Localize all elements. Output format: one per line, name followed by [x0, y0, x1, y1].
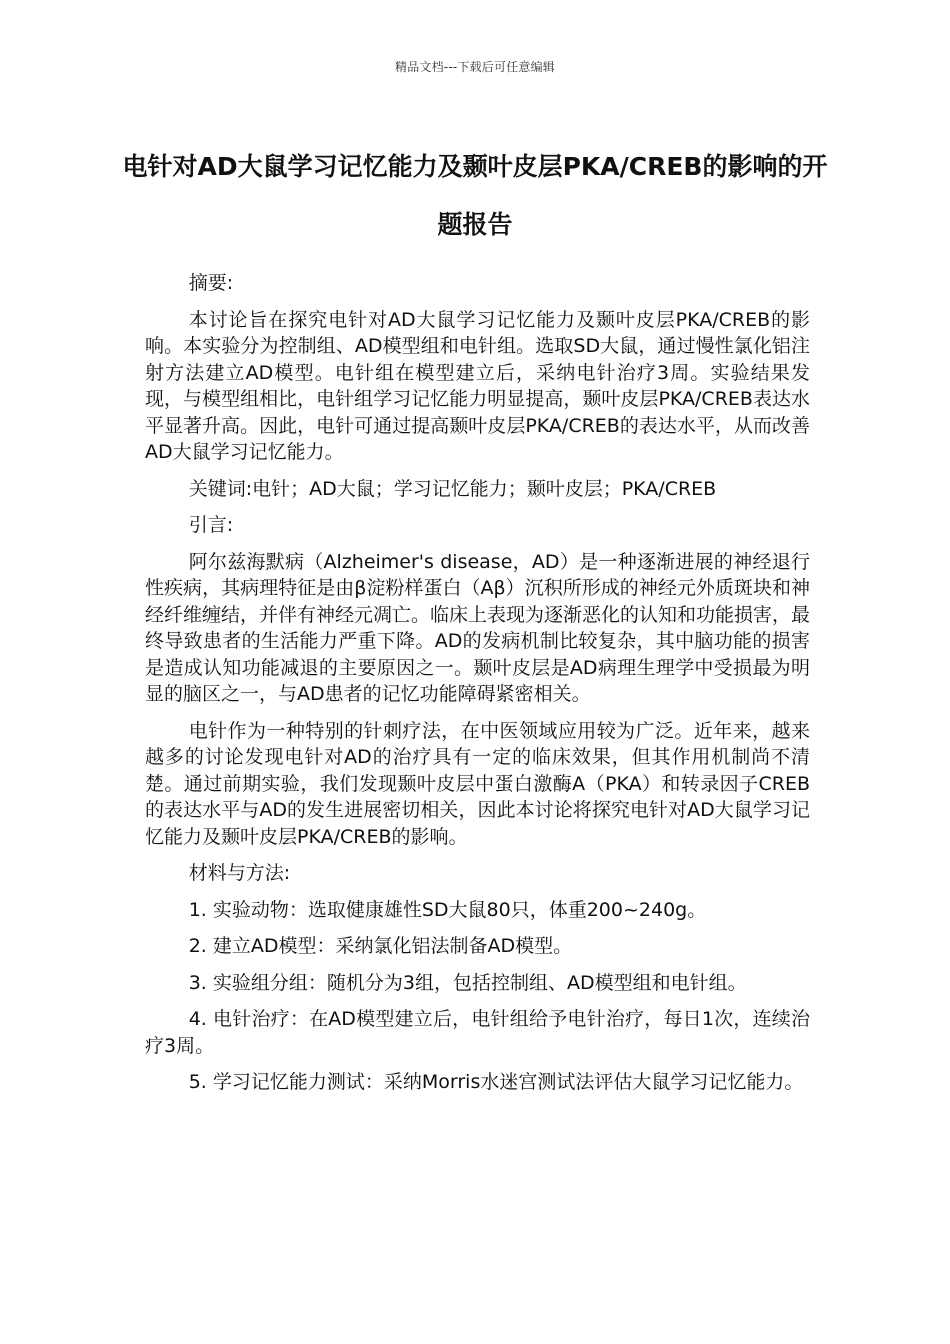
- introduction-paragraph-2: 电针作为一种特别的针刺疗法，在中医领域应用较为广泛。近年来，越来越多的讨论发现电针对AD的治疗具有一定的临床效果，但其作用机制尚不清楚。通过前期实验，我们发现颞叶皮层中蛋白激酶A（PKA）和转录因子CREB的表达水平与AD的发生进展密切相关，因此本讨论将探究电针对AD大鼠学习记忆能力及颞叶皮层PKA/CREB的影响。: [145, 719, 810, 848]
- methods-item-1: 1. 实验动物：选取健康雄性SD大鼠80只，体重200~240g。: [188, 898, 707, 921]
- introduction-paragraph-1: 阿尔兹海默病（Alzheimer's disease，AD）是一种逐渐进展的神经退行性疾病，其病理特征是由β淀粉样蛋白（Aβ）沉积所形成的神经元外质斑块和神经纤维缠结，并伴有神经元凋亡。临床上表现为逐渐恶化的认知和功能损害，最终导致患者的生活能力严重下降。AD的发病机制比较复杂，其中脑功能的损害是造成认知功能减退的主要原因之一。颞叶皮层是AD病理生理学中受损最为明显的脑区之一，与AD患者的记忆功能障碍紧密相关。: [145, 550, 811, 705]
- document-body: [145, 270, 810, 1106]
- abstract-heading: 摘要:: [188, 272, 234, 294]
- header-note: 精品文档---下载后可任意编辑: [395, 60, 555, 74]
- methods-heading: 材料与方法:: [188, 862, 291, 884]
- methods-item-4: 4. 电针治疗：在AD模型建立后，电针组给予电针治疗，每日1次，连续治疗3周。: [145, 1008, 810, 1057]
- methods-item-3: 3. 实验组分组：随机分为3组，包括控制组、AD模型组和电针组。: [188, 971, 747, 994]
- document-title: 电针对AD大鼠学习记忆能力及颞叶皮层PKA/CREB的影响的开题报告: [122, 152, 828, 239]
- methods-item-5: 5. 学习记忆能力测试：采纳Morris水迷宫测试法评估大鼠学习记忆能力。: [188, 1071, 804, 1093]
- keywords-paragraph: 关键词:电针；AD大鼠；学习记忆能力；颞叶皮层；PKA/CREB: [188, 477, 717, 500]
- abstract-paragraph: 本讨论旨在探究电针对AD大鼠学习记忆能力及颞叶皮层PKA/CREB的影响。本实验分为控制组、AD模型组和电针组。选取SD大鼠，通过慢性氯化铝注射方法建立AD模型。电针组在模型建立后，采纳电针治疗3周。实验结果发现，与模型组相比，电针组学习记忆能力明显提高，颞叶皮层PKA/CREB表达水平显著升高。因此，电针可通过提高颞叶皮层PKA/CREB的表达水平，从而改善AD大鼠学习记忆能力。: [145, 308, 810, 463]
- methods-item-2: 2. 建立AD模型：采纳氯化铝法制备AD模型。: [188, 935, 573, 957]
- introduction-heading: 引言:: [188, 514, 234, 536]
